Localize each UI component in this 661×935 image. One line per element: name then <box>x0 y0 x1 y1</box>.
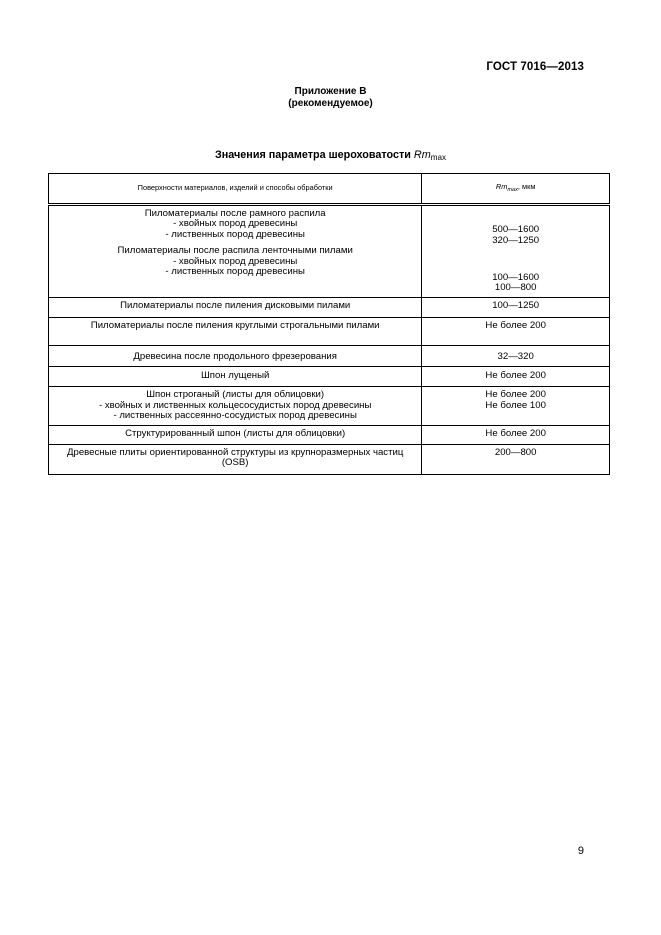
row-surface-cell: Пиломатериалы после пиления дисковыми пилами <box>49 297 422 317</box>
row-surface-cell: Древесные плиты ориентированной структуры из крупноразмерных частиц (OSB) <box>49 445 422 475</box>
table-row <box>49 297 610 317</box>
table-row <box>49 318 610 345</box>
header-rmmax: $Rm_{max}$, мкм <box>422 174 610 205</box>
header-surfaces: Поверхности материалов, изделий и способы обработки <box>49 174 422 205</box>
table-row <box>49 445 610 475</box>
table-caption-text: Значения параметра шероховатости <box>215 149 414 161</box>
row-value-cell: Не более 200 <box>422 367 610 387</box>
roughness-table <box>48 173 610 475</box>
table-caption <box>0 149 661 162</box>
row-value-cell: 32—320 <box>422 345 610 366</box>
table-row <box>49 205 610 298</box>
appendix-heading <box>0 86 661 110</box>
row-surface-cell: Пиломатериалы после пиления круглыми строгальными пилами <box>49 318 422 345</box>
page-number: 9 <box>577 845 584 857</box>
row-value-cell: 200—800 <box>422 445 610 475</box>
row-value-cell: Не более 200 <box>422 425 610 444</box>
table-row <box>49 345 610 366</box>
row-surface-cell: Пиломатериалы после рамного распила - хвойных пород древесины - лиственных пород древесины Пиломатериалы после распила ленточными пилами - хвойных пород древесины - лиственных пород древесины <box>49 205 422 298</box>
row-surface-cell: Шпон строганый (листы для облицовки) - хвойных и лиственных кольцесосудистых пород древесины - лиственных рассеянно-сосудистых пород древесины <box>49 387 422 425</box>
row-value-cell: Не более 200 Не более 100 <box>422 387 610 425</box>
row-surface-cell: Древесина после продольного фрезерования <box>49 345 422 366</box>
table-caption-symbol: $Rm_{max}$ <box>413 149 446 162</box>
row-value-cell: 100—1250 <box>422 297 610 317</box>
row-surface-cell: Структурированный шпон (листы для облицовки) <box>49 425 422 444</box>
table-row <box>49 367 610 387</box>
appendix-subtitle: (рекомендуемое) <box>288 98 373 109</box>
table-row <box>49 387 610 425</box>
row-value-cell: 500—1600 320—1250 100—1600 100—800 <box>422 205 610 298</box>
row-value-cell: Не более 200 <box>422 318 610 345</box>
appendix-title: Приложение В <box>294 86 367 97</box>
table-row <box>49 425 610 444</box>
row-surface-cell: Шпон лущеный <box>49 367 422 387</box>
document-code: ГОСТ 7016—2013 <box>486 61 584 73</box>
table-header-row <box>49 174 610 205</box>
